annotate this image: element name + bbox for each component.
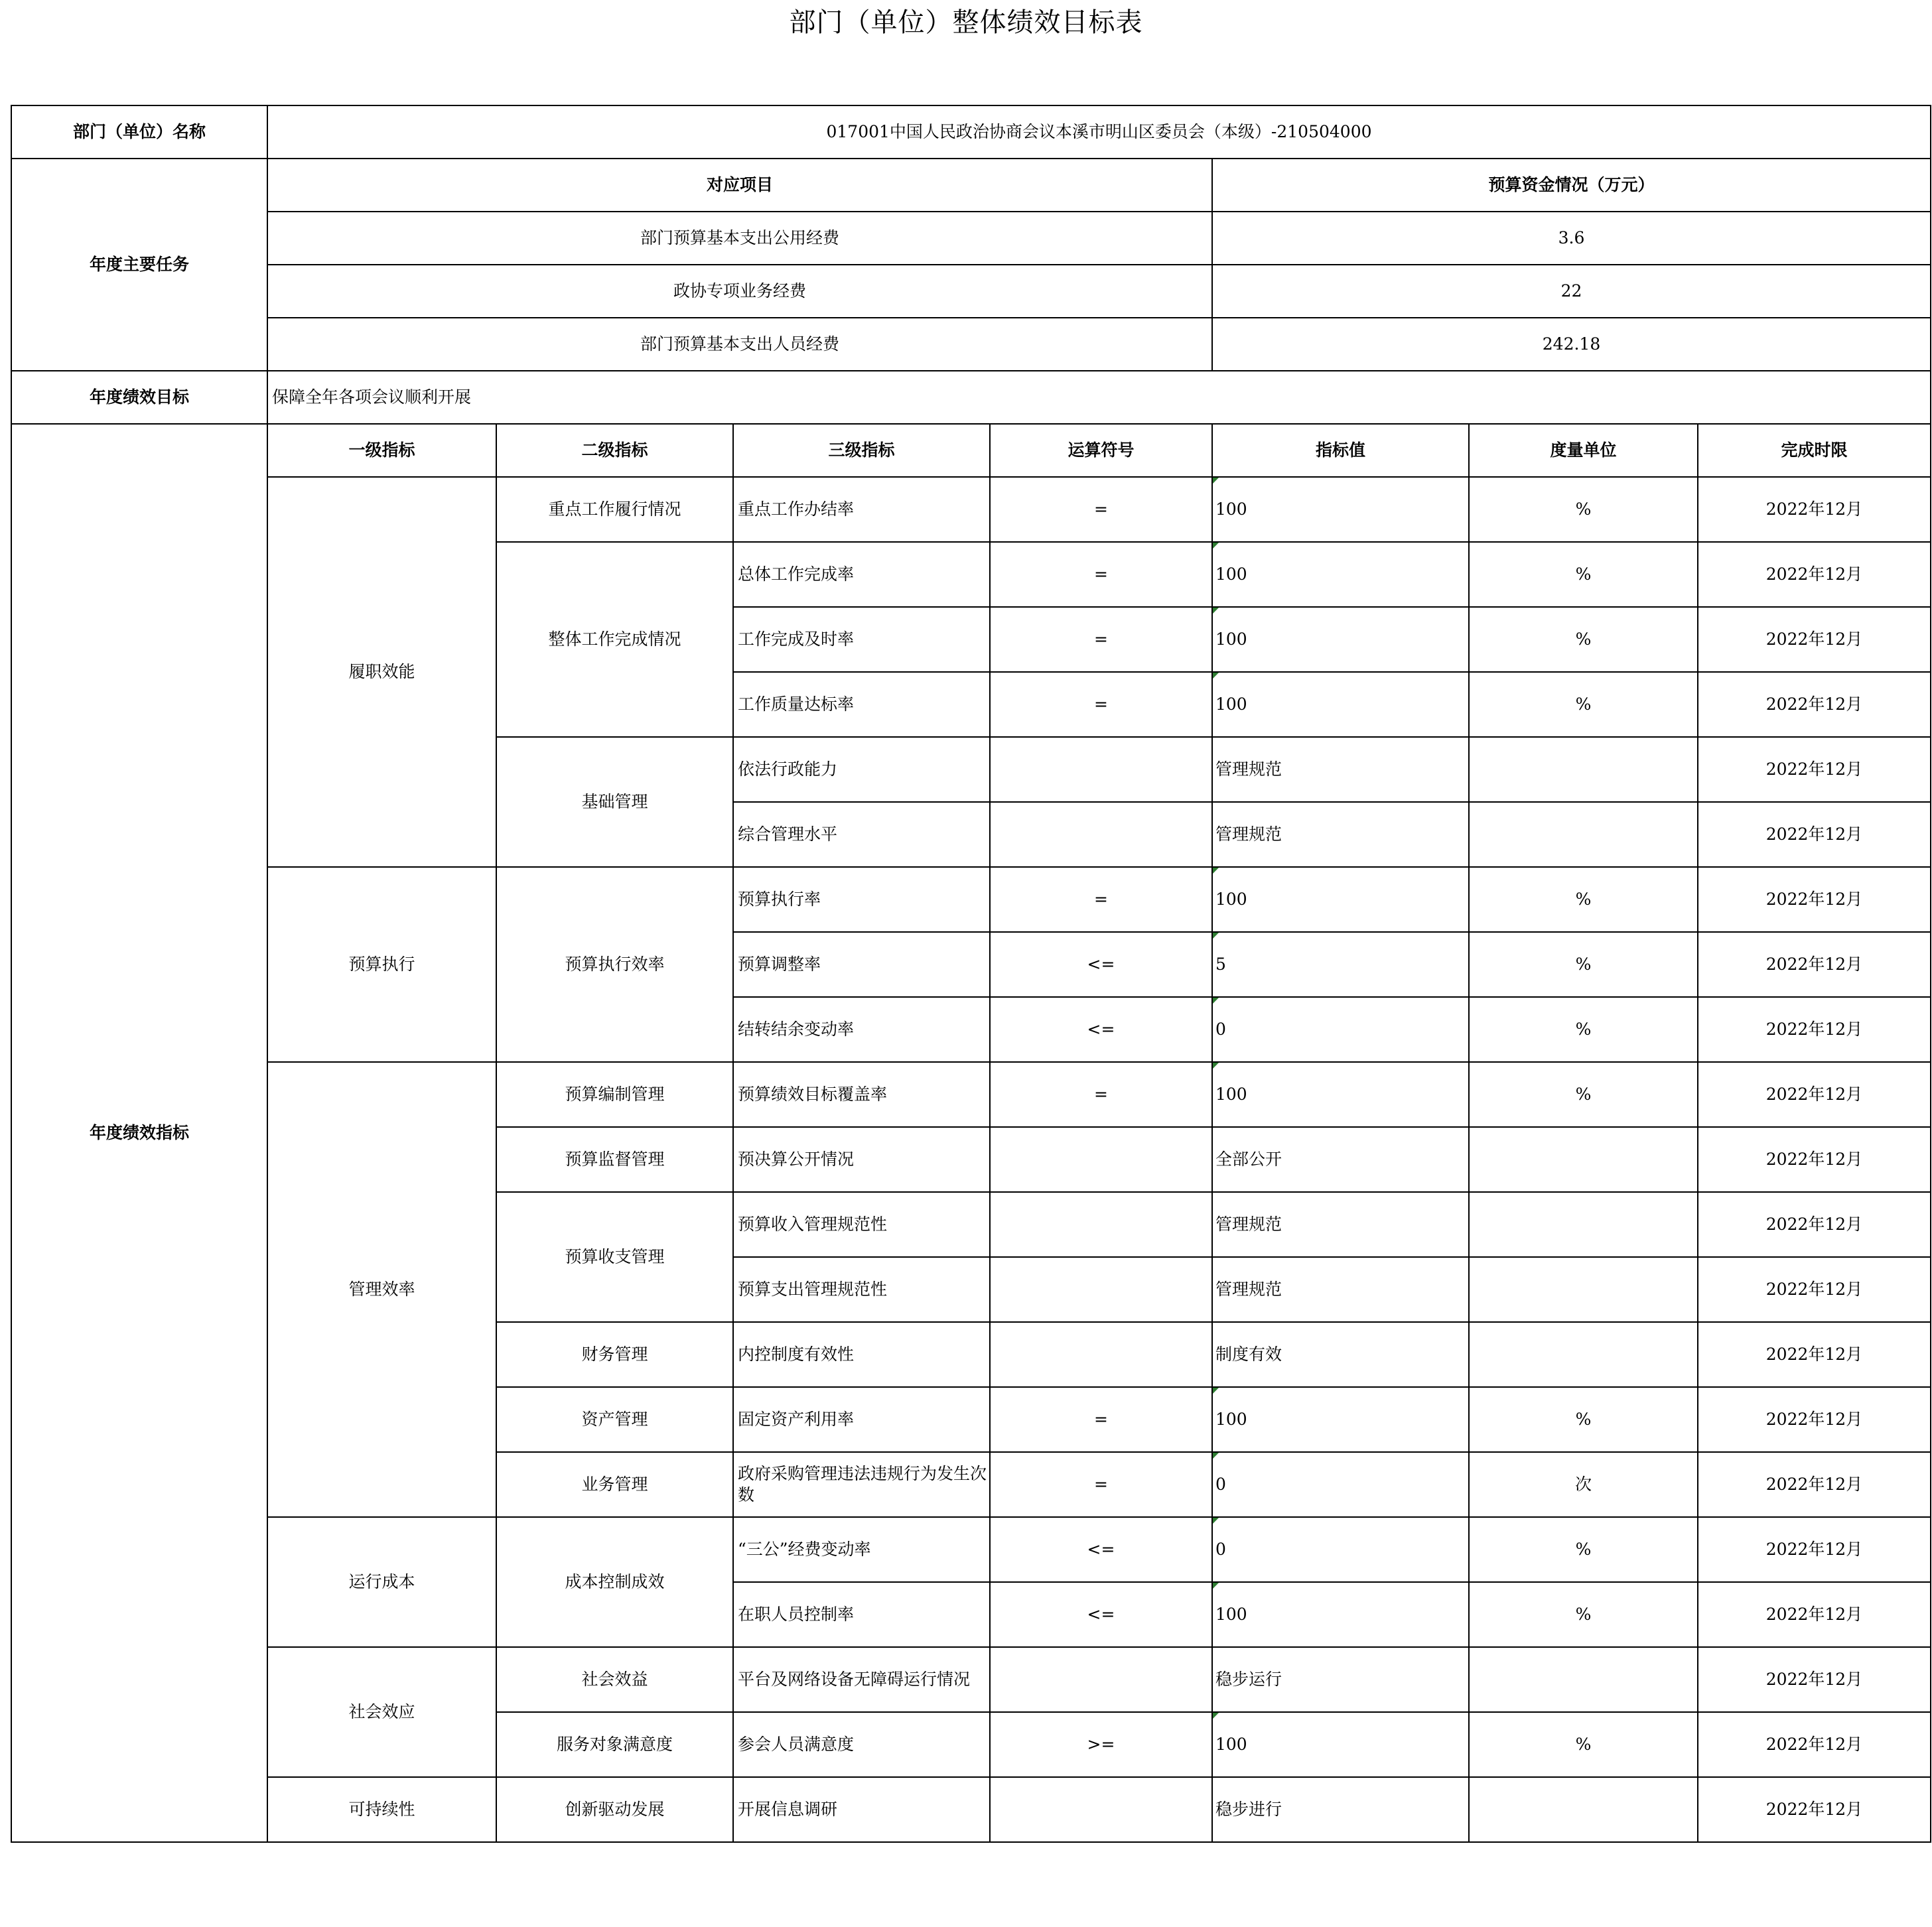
table-row	[11, 1517, 1931, 1582]
value-cell	[1212, 737, 1469, 802]
level3-cell: 总体工作完成率	[733, 542, 990, 607]
value-cell	[1212, 1777, 1469, 1842]
value-text: 制度有效	[1215, 1345, 1282, 1364]
operator-cell	[990, 1322, 1212, 1387]
tasks-label: 年度主要任务	[11, 159, 267, 371]
level3-cell: 重点工作办结率	[733, 477, 990, 542]
value-text: 管理规范	[1215, 825, 1282, 844]
green-corner-marker	[1213, 1453, 1219, 1459]
value-text: 管理规范	[1215, 1280, 1282, 1299]
level3-cell: 在职人员控制率	[733, 1582, 990, 1647]
value-text: 0	[1215, 1475, 1226, 1494]
operator-cell	[990, 737, 1212, 802]
deadline-cell: 2022年12月	[1698, 737, 1931, 802]
dept-label: 部门（单位）名称	[11, 105, 267, 159]
level3-cell: 内控制度有效性	[733, 1322, 990, 1387]
unit-cell: %	[1469, 932, 1698, 997]
deadline-cell: 2022年12月	[1698, 1647, 1931, 1712]
level2-cell: 成本控制成效	[496, 1517, 733, 1647]
performance-table	[11, 105, 1931, 1843]
value-cell	[1212, 1712, 1469, 1777]
level3-cell: 结转结余变动率	[733, 997, 990, 1062]
value-cell	[1212, 1192, 1469, 1257]
unit-cell: %	[1469, 1517, 1698, 1582]
deadline-cell: 2022年12月	[1698, 542, 1931, 607]
value-text: 100	[1215, 630, 1247, 649]
level1-cell: 社会效应	[267, 1647, 496, 1777]
value-text: 5	[1215, 955, 1226, 974]
operator-cell	[990, 1647, 1212, 1712]
operator-cell: <=	[990, 1582, 1212, 1647]
level2-cell: 预算收支管理	[496, 1192, 733, 1322]
green-corner-marker	[1213, 1388, 1219, 1394]
table-row	[11, 477, 1931, 542]
level2-cell: 资产管理	[496, 1387, 733, 1452]
level2-cell: 预算监督管理	[496, 1127, 733, 1192]
operator-cell: =	[990, 477, 1212, 542]
header-unit: 度量单位	[1469, 424, 1698, 477]
operator-cell	[990, 1257, 1212, 1322]
value-text: 管理规范	[1215, 1215, 1282, 1234]
operator-cell: =	[990, 607, 1212, 672]
level3-cell: 工作完成及时率	[733, 607, 990, 672]
deadline-cell: 2022年12月	[1698, 1452, 1931, 1517]
level1-cell: 预算执行	[267, 867, 496, 1062]
header-value: 指标值	[1212, 424, 1469, 477]
value-text: 0	[1215, 1020, 1226, 1039]
value-cell	[1212, 1647, 1469, 1712]
tasks-col-budget: 预算资金情况（万元）	[1212, 159, 1931, 212]
level3-cell: 平台及网络设备无障碍运行情况	[733, 1647, 990, 1712]
goal-value: 保障全年各项会议顺利开展	[267, 371, 1931, 424]
deadline-cell: 2022年12月	[1698, 932, 1931, 997]
tasks-col-item: 对应项目	[267, 159, 1212, 212]
task-item: 部门预算基本支出人员经费	[267, 318, 1212, 371]
level2-cell: 创新驱动发展	[496, 1777, 733, 1842]
task-budget: 242.18	[1212, 318, 1931, 371]
value-text: 0	[1215, 1540, 1226, 1559]
operator-cell: =	[990, 1062, 1212, 1127]
unit-cell	[1469, 1322, 1698, 1387]
unit-cell: %	[1469, 477, 1698, 542]
level2-cell: 财务管理	[496, 1322, 733, 1387]
value-text: 稳步进行	[1215, 1800, 1282, 1819]
value-cell	[1212, 672, 1469, 737]
task-budget: 3.6	[1212, 212, 1931, 265]
level3-cell: 固定资产利用率	[733, 1387, 990, 1452]
unit-cell: %	[1469, 1712, 1698, 1777]
operator-cell: =	[990, 672, 1212, 737]
green-corner-marker	[1213, 478, 1219, 484]
level1-cell: 履职效能	[267, 477, 496, 867]
level3-cell: 工作质量达标率	[733, 672, 990, 737]
value-text: 100	[1215, 1605, 1247, 1624]
value-cell	[1212, 542, 1469, 607]
operator-cell	[990, 1192, 1212, 1257]
deadline-cell: 2022年12月	[1698, 1127, 1931, 1192]
deadline-cell: 2022年12月	[1698, 607, 1931, 672]
task-item: 部门预算基本支出公用经费	[267, 212, 1212, 265]
value-text: 稳步运行	[1215, 1670, 1282, 1689]
level3-cell: 预算收入管理规范性	[733, 1192, 990, 1257]
value-text: 100	[1215, 1735, 1247, 1754]
deadline-cell: 2022年12月	[1698, 1192, 1931, 1257]
unit-cell: %	[1469, 867, 1698, 932]
operator-cell: =	[990, 542, 1212, 607]
unit-cell: %	[1469, 672, 1698, 737]
task-row	[11, 212, 1931, 265]
operator-cell: =	[990, 1387, 1212, 1452]
level2-cell: 预算执行效率	[496, 867, 733, 1062]
operator-cell: <=	[990, 997, 1212, 1062]
value-cell	[1212, 1582, 1469, 1647]
deadline-cell: 2022年12月	[1698, 1387, 1931, 1452]
value-cell	[1212, 1452, 1469, 1517]
dept-value: 017001中国人民政治协商会议本溪市明山区委员会（本级）-210504000	[267, 105, 1931, 159]
value-text: 100	[1215, 695, 1247, 714]
level2-cell: 重点工作履行情况	[496, 477, 733, 542]
value-cell	[1212, 1127, 1469, 1192]
unit-cell	[1469, 1647, 1698, 1712]
value-cell	[1212, 477, 1469, 542]
unit-cell	[1469, 737, 1698, 802]
unit-cell	[1469, 1777, 1698, 1842]
operator-cell: =	[990, 1452, 1212, 1517]
header-operator: 运算符号	[990, 424, 1212, 477]
operator-cell: <=	[990, 1517, 1212, 1582]
level2-cell: 基础管理	[496, 737, 733, 867]
level3-cell: 参会人员满意度	[733, 1712, 990, 1777]
level1-cell: 管理效率	[267, 1062, 496, 1517]
operator-cell	[990, 802, 1212, 867]
level3-cell: 预算绩效目标覆盖率	[733, 1062, 990, 1127]
tasks-header-row	[11, 159, 1931, 212]
deadline-cell: 2022年12月	[1698, 1582, 1931, 1647]
operator-cell	[990, 1777, 1212, 1842]
unit-cell: %	[1469, 1387, 1698, 1452]
deadline-cell: 2022年12月	[1698, 1257, 1931, 1322]
level3-cell: 预算调整率	[733, 932, 990, 997]
level1-cell: 可持续性	[267, 1777, 496, 1842]
level3-cell: 预决算公开情况	[733, 1127, 990, 1192]
unit-cell: %	[1469, 997, 1698, 1062]
level2-cell: 整体工作完成情况	[496, 542, 733, 737]
value-cell	[1212, 997, 1469, 1062]
value-cell	[1212, 1062, 1469, 1127]
operator-cell	[990, 1127, 1212, 1192]
goal-row	[11, 371, 1931, 424]
green-corner-marker	[1213, 998, 1219, 1004]
value-text: 100	[1215, 499, 1247, 519]
unit-cell: %	[1469, 1062, 1698, 1127]
table-row	[11, 1647, 1931, 1712]
task-row	[11, 318, 1931, 371]
deadline-cell: 2022年12月	[1698, 997, 1931, 1062]
value-cell	[1212, 1387, 1469, 1452]
table-row	[11, 1777, 1931, 1842]
level2-cell: 社会效益	[496, 1647, 733, 1712]
unit-cell: %	[1469, 542, 1698, 607]
value-cell	[1212, 1257, 1469, 1322]
deadline-cell: 2022年12月	[1698, 1712, 1931, 1777]
header-level2: 二级指标	[496, 424, 733, 477]
task-budget: 22	[1212, 265, 1931, 318]
value-cell	[1212, 932, 1469, 997]
value-text: 100	[1215, 890, 1247, 909]
green-corner-marker	[1213, 1713, 1219, 1719]
level2-cell: 服务对象满意度	[496, 1712, 733, 1777]
table-row	[11, 867, 1931, 932]
unit-cell: 次	[1469, 1452, 1698, 1517]
value-cell	[1212, 1322, 1469, 1387]
level3-cell: 政府采购管理违法违规行为发生次数	[733, 1452, 990, 1517]
green-corner-marker	[1213, 868, 1219, 874]
table-row	[11, 1062, 1931, 1127]
level3-cell: 综合管理水平	[733, 802, 990, 867]
deadline-cell: 2022年12月	[1698, 672, 1931, 737]
value-text: 管理规范	[1215, 760, 1282, 779]
green-corner-marker	[1213, 1583, 1219, 1589]
unit-cell	[1469, 802, 1698, 867]
unit-cell: %	[1469, 1582, 1698, 1647]
header-deadline: 完成时限	[1698, 424, 1931, 477]
unit-cell	[1469, 1127, 1698, 1192]
level1-cell: 运行成本	[267, 1517, 496, 1647]
page-title: 部门（单位）整体绩效目标表	[789, 7, 1143, 38]
level3-cell: 开展信息调研	[733, 1777, 990, 1842]
deadline-cell: 2022年12月	[1698, 1062, 1931, 1127]
value-cell	[1212, 867, 1469, 932]
deadline-cell: 2022年12月	[1698, 1517, 1931, 1582]
goal-label: 年度绩效目标	[11, 371, 267, 424]
header-level1: 一级指标	[267, 424, 496, 477]
level3-cell: 预算执行率	[733, 867, 990, 932]
indicator-header-row	[11, 424, 1931, 477]
value-cell	[1212, 802, 1469, 867]
header-level3: 三级指标	[733, 424, 990, 477]
green-corner-marker	[1213, 933, 1219, 939]
dept-row	[11, 105, 1931, 159]
level3-cell: “三公”经费变动率	[733, 1517, 990, 1582]
indicators-label: 年度绩效指标	[11, 424, 267, 1842]
level3-cell: 预算支出管理规范性	[733, 1257, 990, 1322]
task-row	[11, 265, 1931, 318]
green-corner-marker	[1213, 673, 1219, 679]
value-text: 100	[1215, 1085, 1247, 1104]
deadline-cell: 2022年12月	[1698, 1322, 1931, 1387]
unit-cell	[1469, 1257, 1698, 1322]
level3-cell: 依法行政能力	[733, 737, 990, 802]
operator-cell: <=	[990, 932, 1212, 997]
deadline-cell: 2022年12月	[1698, 1777, 1931, 1842]
deadline-cell: 2022年12月	[1698, 477, 1931, 542]
value-text: 100	[1215, 565, 1247, 584]
green-corner-marker	[1213, 1518, 1219, 1524]
deadline-cell: 2022年12月	[1698, 802, 1931, 867]
level2-cell: 预算编制管理	[496, 1062, 733, 1127]
operator-cell: >=	[990, 1712, 1212, 1777]
task-item: 政协专项业务经费	[267, 265, 1212, 318]
level2-cell: 业务管理	[496, 1452, 733, 1517]
green-corner-marker	[1213, 1063, 1219, 1069]
value-cell	[1212, 1517, 1469, 1582]
value-text: 全部公开	[1215, 1150, 1282, 1169]
value-cell	[1212, 607, 1469, 672]
unit-cell	[1469, 1192, 1698, 1257]
operator-cell: =	[990, 867, 1212, 932]
unit-cell: %	[1469, 607, 1698, 672]
green-corner-marker	[1213, 543, 1219, 549]
green-corner-marker	[1213, 608, 1219, 614]
value-text: 100	[1215, 1410, 1247, 1429]
deadline-cell: 2022年12月	[1698, 867, 1931, 932]
